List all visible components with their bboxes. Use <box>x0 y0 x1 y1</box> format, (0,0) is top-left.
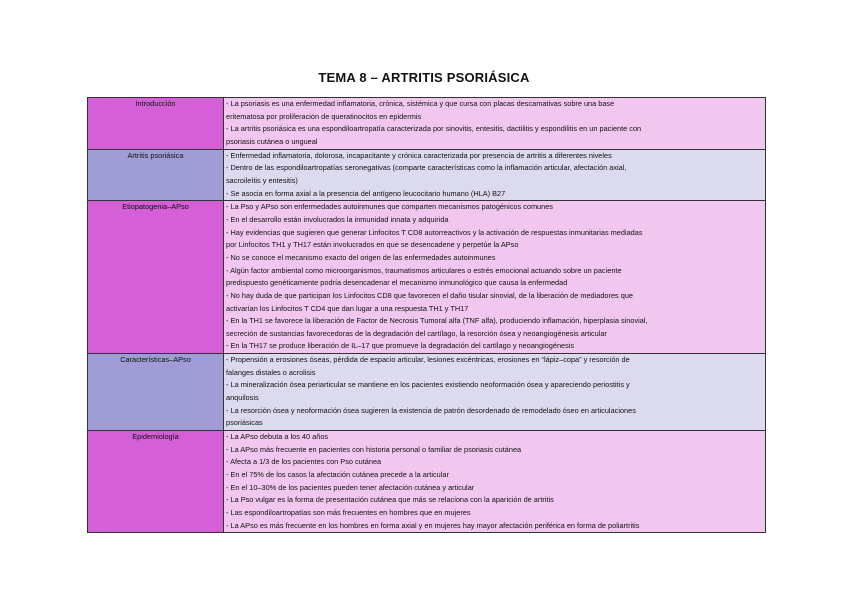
row-label: Etiopatogenia–APso <box>88 201 224 354</box>
table-row <box>88 354 766 431</box>
content-line: - La APso es más frecuente en los hombres en forma axial y en mujeres hay mayor afectación periférica en forma de poliartritis <box>226 520 640 530</box>
page-title: TEMA 8 – ARTRITIS PSORIÁSICA <box>318 70 530 85</box>
content-line: - La Pso y APso son enfermedades autoinmunes que comparten mecanismos patogénicos comunes <box>226 202 553 212</box>
content-line: - La resorción ósea y neoformación ósea sugieren la existencia de patrón desordenado de remodelado óseo en articulaciones <box>226 405 636 415</box>
row-content <box>224 201 766 354</box>
content-line: secreción de sustancias favorecedoras de la degradación del cartílago, la resorción ósea y neoangiogénesis articular <box>226 328 607 338</box>
content-line: - No se conoce el mecanismo exacto del origen de las enfermedades autoinmunes <box>226 252 496 262</box>
content-line: - Dentro de las espondiloartropatías seronegativas (comparte características como la inflamación articular, afectación axial, <box>226 163 627 173</box>
row-label: Características–APso <box>88 354 224 431</box>
content-line: - Enfermedad inflamatoria, dolorosa, incapacitante y crónica caracterizada por presencia de artritis a diferentes niveles <box>226 150 612 160</box>
content-line: - En el 75% de los casos la afectación cutánea precede a la articular <box>226 470 449 480</box>
table-row <box>88 431 766 533</box>
content-line: - No hay duda de que participan los Linfocitos CD8 que favorecen el daño tisular sinovial, de la liberación de mediadores que <box>226 290 634 300</box>
row-content <box>224 149 766 201</box>
content-line: - Afecta a 1/3 de los pacientes con Pso cutánea <box>226 457 382 467</box>
content-line: predispuesto genéticamente podría desencadenar el mecanismo inmunológico que causa la enfermedad <box>226 278 568 288</box>
content-table <box>87 97 766 533</box>
content-line: - Hay evidencias que sugieren que generar Linfocitos T CD8 autorreactivos y la activación de respuestas inmunitarias mediadas <box>226 227 643 237</box>
table-row <box>88 98 766 150</box>
content-line: - La artritis psoriásica es una espondiloartropatía caracterizada por sinovitis, entesitis, dactilitis y espondilitis en un paciente con <box>226 124 642 134</box>
row-content <box>224 431 766 533</box>
content-line: - Propensión a erosiones óseas, pérdida de espacio articular, lesiones excéntricas, erosiones en “lápiz–copa” y resorción de <box>226 355 630 365</box>
content-line: falanges distales o acrolisis <box>226 367 316 377</box>
content-line: - En la TH17 se produce liberación de IL–17 que promueve la degradación del cartílago y neoangiogénesis <box>226 341 575 351</box>
content-line: psoriásicas <box>226 418 263 428</box>
table-row <box>88 149 766 201</box>
content-line: - La APso debuta a los 40 años <box>226 432 329 442</box>
row-content <box>224 98 766 150</box>
content-line: sacroileítis y entesitis) <box>226 175 298 185</box>
content-line: - En la TH1 se favorece la liberación de Factor de Necrosis Tumoral alfa (TNF alfa), produciendo inflamación, hiperplasia sinovial, <box>226 316 648 326</box>
content-line: - Las espondiloartropatías son más frecuentes en hombres que en mujeres <box>226 508 471 517</box>
content-line: psoriasis cutánea o ungueal <box>226 136 318 146</box>
row-label: Artritis psoriásica <box>88 149 224 201</box>
content-line: anquilosis <box>226 393 259 403</box>
row-label: Introducción <box>88 98 224 150</box>
content-line: - La psoriasis es una enfermedad inflamatoria, crónica, sistémica y que cursa con placas descamativas sobre una base <box>226 99 615 108</box>
content-line: - La Pso vulgar es la forma de presentación cutánea que más se relaciona con la aparición de artritis <box>226 495 554 505</box>
content-line: - En el desarrollo están involucrados la inmunidad innata y adquirida <box>226 214 449 224</box>
content-line: - En el 10–30% de los pacientes pueden tener afectación cutánea y articular <box>226 482 475 492</box>
content-line: por Linfocitos TH1 y TH17 están involucrados en que se desencadene y perpetúe la APso <box>226 240 519 250</box>
row-label: Epidemiología <box>88 431 224 533</box>
row-content <box>224 354 766 431</box>
content-line: - La APso más frecuente en pacientes con historia personal o familiar de psoriasis cutánea <box>226 444 522 454</box>
content-line: - La mineralización ósea periarticular se mantiene en los pacientes existiendo neoformación ósea y apareciendo periostitis y <box>226 380 630 390</box>
content-line: activarían los Linfocitos T CD4 que dan lugar a una respuesta TH1 y TH17 <box>226 303 469 313</box>
content-line: - Algún factor ambiental como microorganismos, traumatismos articulares o estrés emocional actuando sobre un paciente <box>226 265 622 275</box>
table-row <box>88 201 766 354</box>
content-line: eritematosa por proliferación de queratinocitos en epidermis <box>226 111 422 121</box>
content-line: - Se asocia en forma axial a la presencia del antígeno leucocitario humano (HLA) B27 <box>226 188 506 198</box>
